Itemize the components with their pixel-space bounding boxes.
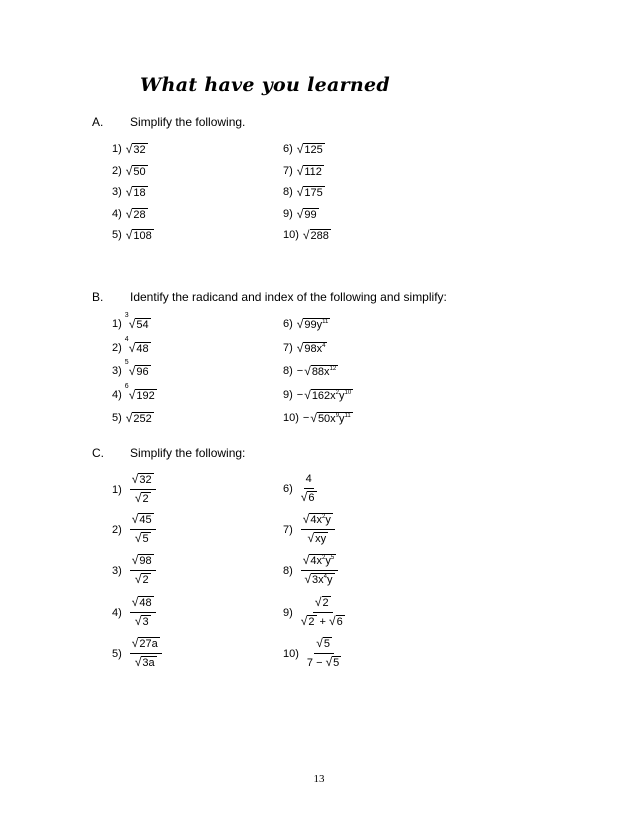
radical-sign: √: [125, 206, 133, 221]
section-c-item: [112, 553, 156, 588]
fraction-denominator: √6: [300, 490, 315, 504]
radical-expression: [303, 226, 331, 245]
fraction-numerator: √45: [130, 512, 156, 530]
item-number: 7): [283, 523, 293, 536]
radical-sign: √: [296, 340, 304, 355]
item-number: 5): [112, 647, 122, 660]
section-a-item: [283, 183, 325, 201]
item-number: 10): [283, 229, 299, 241]
radicand: $162x^2y^{10}$: [311, 389, 352, 402]
item-number: 1): [112, 143, 122, 155]
item-number: 7): [283, 164, 293, 177]
radical-expression: [304, 386, 353, 405]
radicand: 32: [133, 144, 146, 156]
item-number: 5): [112, 412, 122, 424]
section-c-item: [283, 595, 345, 630]
radicand: 99: [304, 208, 317, 221]
item-number: 9): [283, 388, 293, 401]
item-number: 3): [112, 365, 122, 377]
radical-expression: [124, 335, 151, 358]
item-number: 3): [112, 564, 122, 577]
section-a-item: [283, 140, 325, 158]
radical-expression: [297, 315, 331, 334]
fraction: [301, 595, 345, 630]
radical-sign: √: [125, 142, 133, 156]
fraction: [130, 636, 162, 671]
radical-index: 4: [124, 335, 129, 343]
radical-sign: √: [296, 317, 304, 331]
radicand: 96: [136, 366, 149, 378]
item-number: 6): [283, 143, 293, 155]
section-c-letter: C.: [92, 446, 104, 460]
radical-expression: [126, 140, 148, 159]
radical-sign: √: [125, 228, 133, 242]
fraction-denominator: √2 + √6: [300, 614, 343, 628]
item-number: 6): [283, 483, 293, 495]
radicand: 125: [304, 144, 323, 156]
section-b-item: [283, 339, 327, 357]
fraction: [307, 636, 341, 671]
item-number: 9): [283, 207, 293, 220]
section-a-item: [283, 226, 331, 244]
radical-expression: [297, 140, 325, 159]
radical-index: 6: [124, 382, 129, 390]
item-number: 10): [283, 647, 299, 660]
section-b-item: [283, 315, 330, 333]
section-a-letter: A.: [92, 115, 104, 129]
radical-expression: [126, 226, 154, 245]
section-b-item: [112, 409, 154, 427]
radical-sign: √: [296, 142, 304, 156]
section-a-item: [283, 162, 324, 180]
fraction: [130, 512, 156, 547]
radical-sign: √: [128, 317, 136, 331]
fraction-denominator: √5: [134, 531, 149, 545]
section-b-item: [112, 312, 151, 333]
radical-expression: [124, 359, 151, 381]
radicand: $99y^{11}$: [304, 319, 329, 331]
section-b-item: [112, 359, 151, 380]
radicand: 108: [133, 230, 152, 242]
radicand: 252: [133, 413, 152, 425]
radical-index: 5: [124, 359, 129, 366]
radical-sign: √: [296, 185, 304, 199]
section-c-item: [283, 512, 335, 547]
fraction-numerator: √2: [313, 595, 333, 613]
radicand: 288: [310, 230, 329, 242]
radicand: 175: [304, 187, 323, 199]
radicand: 112: [304, 165, 322, 178]
radical-expression: [297, 183, 325, 202]
radical-expression: [297, 205, 319, 224]
fraction-numerator: $√4x^2y$: [301, 512, 335, 530]
fraction-numerator: $√4x^2y^5$: [301, 553, 338, 571]
radical-sign: √: [302, 228, 310, 242]
fraction-numerator: 4: [304, 472, 314, 489]
section-c-item: [112, 636, 162, 671]
fraction-denominator: √2: [134, 491, 149, 505]
fraction: [130, 595, 156, 630]
radicand: 54: [136, 319, 149, 331]
item-number: 7): [283, 341, 293, 354]
fraction-denominator: √2: [134, 572, 149, 586]
item-number: 8): [283, 564, 293, 577]
radical-sign: √: [125, 163, 133, 178]
fraction-denominator: √xy: [307, 531, 327, 545]
item-number: 9): [283, 606, 293, 619]
section-a-heading: Simplify the following.: [130, 115, 246, 129]
section-b-item: [283, 362, 338, 380]
section-a-item: [112, 162, 148, 180]
section-b-item: [283, 409, 353, 427]
fraction: [130, 472, 156, 507]
item-number: 1): [112, 483, 122, 496]
negative-sign: −: [296, 388, 304, 401]
radical-expression: [297, 339, 328, 358]
item-number: 5): [112, 229, 122, 241]
section-a-item: [112, 140, 148, 158]
radical-expression: [297, 162, 324, 181]
item-number: 4): [112, 606, 122, 619]
negative-sign: −: [296, 365, 304, 377]
radical-sign: √: [296, 163, 304, 178]
radical-sign: √: [125, 185, 133, 199]
radical-sign: √: [304, 387, 311, 402]
fraction-denominator: √3: [134, 614, 149, 628]
fraction: [130, 553, 156, 588]
radical-expression: [304, 362, 338, 381]
page-number: 13: [313, 773, 325, 785]
radical-sign: √: [128, 340, 136, 355]
fraction-denominator: 7 − √5: [306, 655, 340, 669]
radicand: 18: [133, 187, 146, 199]
radical-expression: [310, 409, 352, 428]
radical-expression: [126, 162, 148, 181]
item-number: 2): [112, 523, 122, 536]
page-title: What have you learned: [140, 74, 390, 96]
section-c-item: [112, 512, 156, 547]
radicand: 28: [133, 208, 146, 221]
radicand: 192: [136, 389, 155, 402]
section-b-item: [112, 382, 157, 404]
item-number: 2): [112, 164, 122, 177]
item-number: 4): [112, 207, 122, 220]
fraction-numerator: √32: [130, 472, 156, 490]
section-c-item: [112, 472, 156, 507]
section-c-item: [283, 553, 338, 588]
fraction: [301, 512, 335, 547]
item-number: 6): [283, 318, 293, 330]
radicand: $88x^{12}$: [311, 366, 337, 378]
item-number: 3): [112, 186, 122, 198]
section-b-heading: Identify the radicand and index of the following and simplify:: [130, 290, 447, 304]
negative-sign: −: [302, 412, 310, 424]
item-number: 10): [283, 412, 299, 424]
radical-sign: √: [304, 364, 311, 378]
radical-sign: √: [128, 387, 136, 402]
fraction-numerator: √27a: [130, 636, 162, 654]
radical-index: 3: [124, 312, 129, 319]
radical-expression: [124, 312, 151, 334]
fraction-numerator: √5: [314, 636, 334, 654]
radical-expression: [126, 205, 148, 224]
radical-sign: √: [296, 206, 304, 221]
radical-sign: √: [128, 364, 136, 378]
section-c-item: [283, 636, 341, 671]
radical-expression: [126, 409, 154, 428]
section-a-item: [112, 226, 154, 244]
item-number: 8): [283, 186, 293, 198]
radicand: 48: [136, 342, 149, 355]
section-b-letter: B.: [92, 290, 104, 304]
section-a-item: [112, 183, 148, 201]
radicand: $98x^4$: [304, 342, 326, 355]
fraction-numerator: √48: [130, 595, 156, 613]
item-number: 8): [283, 365, 293, 377]
radical-sign: √: [125, 411, 133, 425]
item-number: 4): [112, 388, 122, 401]
radical-expression: [126, 183, 148, 202]
item-number: 2): [112, 341, 122, 354]
fraction: [301, 553, 338, 588]
section-c-item: [112, 595, 156, 630]
fraction-numerator: √98: [130, 553, 156, 571]
radicand: $50x^9y^{11}$: [317, 413, 351, 425]
section-a-item: [283, 205, 319, 223]
section-c-item: [283, 472, 317, 506]
radical-sign: √: [310, 411, 317, 425]
fraction-denominator: $√3x^4y$: [304, 572, 333, 586]
section-b-item: [112, 335, 151, 357]
section-a-item: [112, 205, 148, 223]
section-b-item: [283, 386, 353, 404]
item-number: 1): [112, 318, 122, 330]
section-c-heading: Simplify the following:: [130, 446, 246, 460]
radicand: 50: [133, 165, 146, 178]
fraction: [301, 472, 317, 506]
radical-expression: [124, 382, 157, 405]
fraction-denominator: √3a: [134, 655, 155, 669]
